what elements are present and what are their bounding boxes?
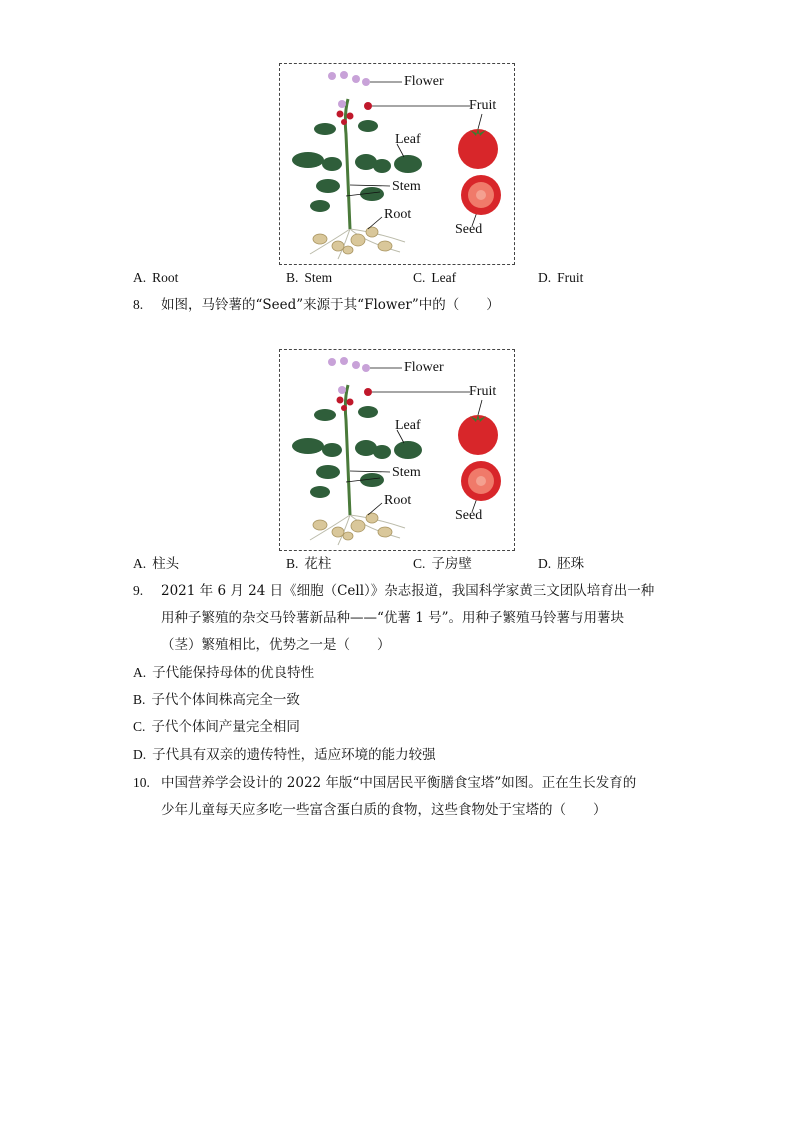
label-leaf: Leaf <box>395 132 421 147</box>
question-text: 如图，马铃薯的“Seed”来源于其“Flower”中的（ ） <box>161 297 500 313</box>
q7-option-a[interactable] <box>133 269 178 287</box>
question-text-line-1: 中国营养学会设计的 2022 年版“中国居民平衡膳食宝塔”如图。正在生长发育的 <box>161 775 637 791</box>
option-key: D. <box>133 747 147 762</box>
option-text: 子代个体间产量完全相同 <box>151 719 300 735</box>
q8-option-a[interactable] <box>133 555 179 573</box>
q9-option-a[interactable] <box>133 664 314 682</box>
label-stem: Stem <box>392 465 421 480</box>
question-number: 10. <box>133 775 150 790</box>
option-text: 花柱 <box>304 556 332 572</box>
option-text: 子代个体间株高完全一致 <box>151 692 300 708</box>
question-10 <box>133 774 663 818</box>
label-stem: Stem <box>392 179 421 194</box>
question-9 <box>133 582 663 653</box>
option-text: 子代能保持母体的优良特性 <box>152 665 315 681</box>
question-text-line-2: 用种子繁殖的杂交马铃薯新品种——“优薯 1 号”。用种子繁殖马铃薯与用薯块 <box>161 610 624 626</box>
q7-option-d[interactable] <box>538 269 583 287</box>
label-root: Root <box>384 207 412 222</box>
option-key: D. <box>538 270 552 285</box>
label-seed: Seed <box>455 508 483 523</box>
option-key: B. <box>286 556 299 571</box>
label-leaf: Leaf <box>395 418 421 433</box>
plant-diagram <box>279 63 515 265</box>
label-seed: Seed <box>455 222 483 237</box>
option-key: B. <box>286 270 299 285</box>
option-text: Leaf <box>431 270 457 285</box>
q9-option-d[interactable] <box>133 746 436 764</box>
option-text: 子房壁 <box>431 556 472 572</box>
option-key: A. <box>133 556 147 571</box>
option-text: 胚珠 <box>557 556 585 572</box>
label-fruit: Fruit <box>469 384 497 399</box>
option-text: Root <box>152 270 179 285</box>
option-key: C. <box>413 270 426 285</box>
q9-option-b[interactable] <box>133 691 300 709</box>
option-text: Stem <box>304 270 333 285</box>
q8-option-d[interactable] <box>538 555 584 573</box>
q8-option-c[interactable] <box>413 555 472 573</box>
plant-diagram-2 <box>279 349 515 551</box>
option-text: 柱头 <box>152 556 180 572</box>
option-key: A. <box>133 270 147 285</box>
option-text: Fruit <box>557 270 584 285</box>
option-key: D. <box>538 556 552 571</box>
option-key: C. <box>133 719 146 734</box>
label-root: Root <box>384 493 412 508</box>
q9-option-c[interactable] <box>133 718 300 736</box>
option-key: A. <box>133 665 147 680</box>
q7-option-c[interactable] <box>413 269 456 287</box>
label-flower: Flower <box>404 360 444 375</box>
question-number: 8. <box>133 297 144 312</box>
question-8 <box>133 296 663 314</box>
option-key: B. <box>133 692 146 707</box>
label-flower: Flower <box>404 74 444 89</box>
label-fruit: Fruit <box>469 98 497 113</box>
q7-option-b[interactable] <box>286 269 332 287</box>
question-number: 9. <box>133 583 144 598</box>
question-text-line-2: 少年儿童每天应多吃一些富含蛋白质的食物，这些食物处于宝塔的（ ） <box>161 802 607 818</box>
option-key: C. <box>413 556 426 571</box>
question-text-line-3: （茎）繁殖相比，优势之一是（ ） <box>161 637 391 653</box>
q8-option-b[interactable] <box>286 555 331 573</box>
question-text-line-1: 2021 年 6 月 24 日《细胞（Cell）》杂志报道，我国科学家黄三文团队培育出一种 <box>161 583 655 599</box>
option-text: 子代具有双亲的遗传特性，适应环境的能力较强 <box>152 747 436 763</box>
